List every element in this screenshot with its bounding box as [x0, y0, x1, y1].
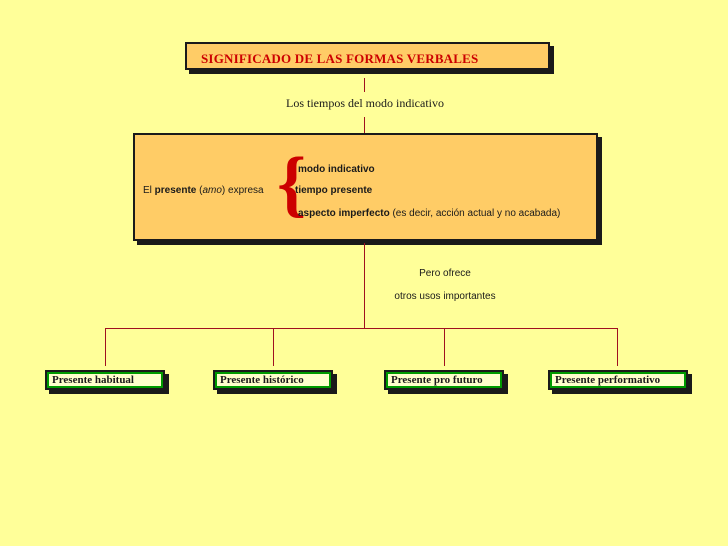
connector-subtitle-box	[364, 117, 365, 133]
meaning-item-3	[298, 208, 560, 219]
curly-brace: {	[277, 143, 307, 225]
category-label: Presente histórico	[217, 374, 329, 386]
category-label: Presente performativo	[552, 374, 684, 386]
category-presente-habitual	[45, 370, 165, 390]
category-presente-historico	[213, 370, 333, 390]
subject-open-paren: (	[196, 185, 203, 196]
subject-expresa: ) expresa	[221, 185, 264, 196]
branch-drop-4	[617, 328, 618, 366]
meaning-item-1-bold: modo indicativo	[298, 164, 375, 175]
main-subject-text	[143, 185, 264, 196]
subject-prefix: El	[143, 185, 155, 196]
meaning-item-2-bold: tiempo presente	[295, 185, 373, 196]
note-line-2: otros usos importantes	[394, 291, 496, 302]
meaning-item-1	[298, 164, 375, 175]
subject-presente: presente	[154, 185, 197, 196]
diagram-title: SIGNIFICADO DE LAS FORMAS VERBALES	[185, 42, 550, 70]
meaning-item-3-rest: (es decir, acción actual y no acabada)	[389, 208, 561, 219]
note-line-1: Pero ofrece	[419, 268, 471, 279]
subject-amo: amo	[202, 185, 222, 196]
branch-drop-2	[273, 328, 274, 366]
branch-drop-3	[444, 328, 445, 366]
meaning-item-2	[295, 185, 372, 196]
connector-box-branches	[364, 243, 365, 329]
main-definition-box	[133, 133, 598, 241]
connector-title-subtitle	[364, 78, 365, 92]
category-presente-pro-futuro	[384, 370, 504, 390]
category-label: Presente pro futuro	[388, 374, 500, 386]
branch-horizontal-line	[105, 328, 617, 329]
category-presente-performativo	[548, 370, 688, 390]
diagram-subtitle: Los tiempos del modo indicativo	[286, 96, 444, 110]
branch-drop-1	[105, 328, 106, 366]
meaning-item-3-bold: aspecto imperfecto	[298, 208, 390, 219]
category-label: Presente habitual	[49, 374, 161, 386]
